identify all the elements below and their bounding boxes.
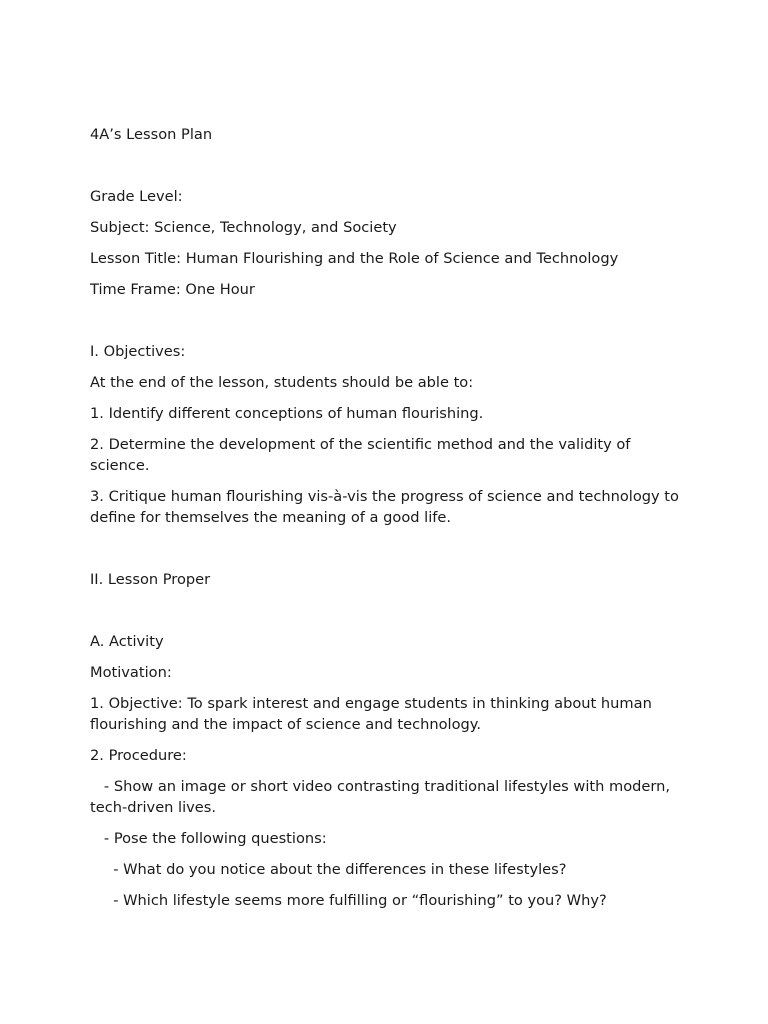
document-page [90,124,684,921]
subject-line: Subject: Science, Technology, and Society [90,219,397,236]
procedure-subitem: - What do you notice about the differences in these lifestyles? [90,861,567,878]
objectives-heading: I. Objectives: [90,343,186,360]
activity-heading: A. Activity [90,633,164,650]
objective-item: 3. Critique human flourishing vis-à-vis the progress of science and technology to define for themselves the meaning of a good life. [90,488,684,526]
spacer [90,538,680,559]
motivation-label: Motivation: [90,664,172,681]
grade-level-line: Grade Level: [90,188,183,205]
motivation-objective: 1. Objective: To spark interest and engage students in thinking about human flourishing and the impact of science and technology. [90,695,657,733]
lesson-title-line: Lesson Title: Human Flourishing and the Role of Science and Technology [90,250,619,267]
procedure-label: 2. Procedure: [90,747,187,764]
procedure-subitem: - Which lifestyle seems more fulfilling or “flourishing” to you? Why? [90,892,607,909]
objective-item: 1. Identify different conceptions of human flourishing. [90,405,484,422]
spacer [90,600,680,621]
document-title: 4A’s Lesson Plan [90,126,213,143]
procedure-item: - Pose the following questions: [90,830,327,847]
objective-item: 2. Determine the development of the scientific method and the validity of science. [90,436,636,474]
spacer [90,310,680,331]
procedure-item: - Show an image or short video contrasting traditional lifestyles with modern, tech-driven lives. [90,778,675,816]
spacer [90,155,680,176]
time-frame-line: Time Frame: One Hour [90,281,255,298]
lesson-proper-heading: II. Lesson Proper [90,571,211,588]
objectives-intro: At the end of the lesson, students should be able to: [90,374,474,391]
